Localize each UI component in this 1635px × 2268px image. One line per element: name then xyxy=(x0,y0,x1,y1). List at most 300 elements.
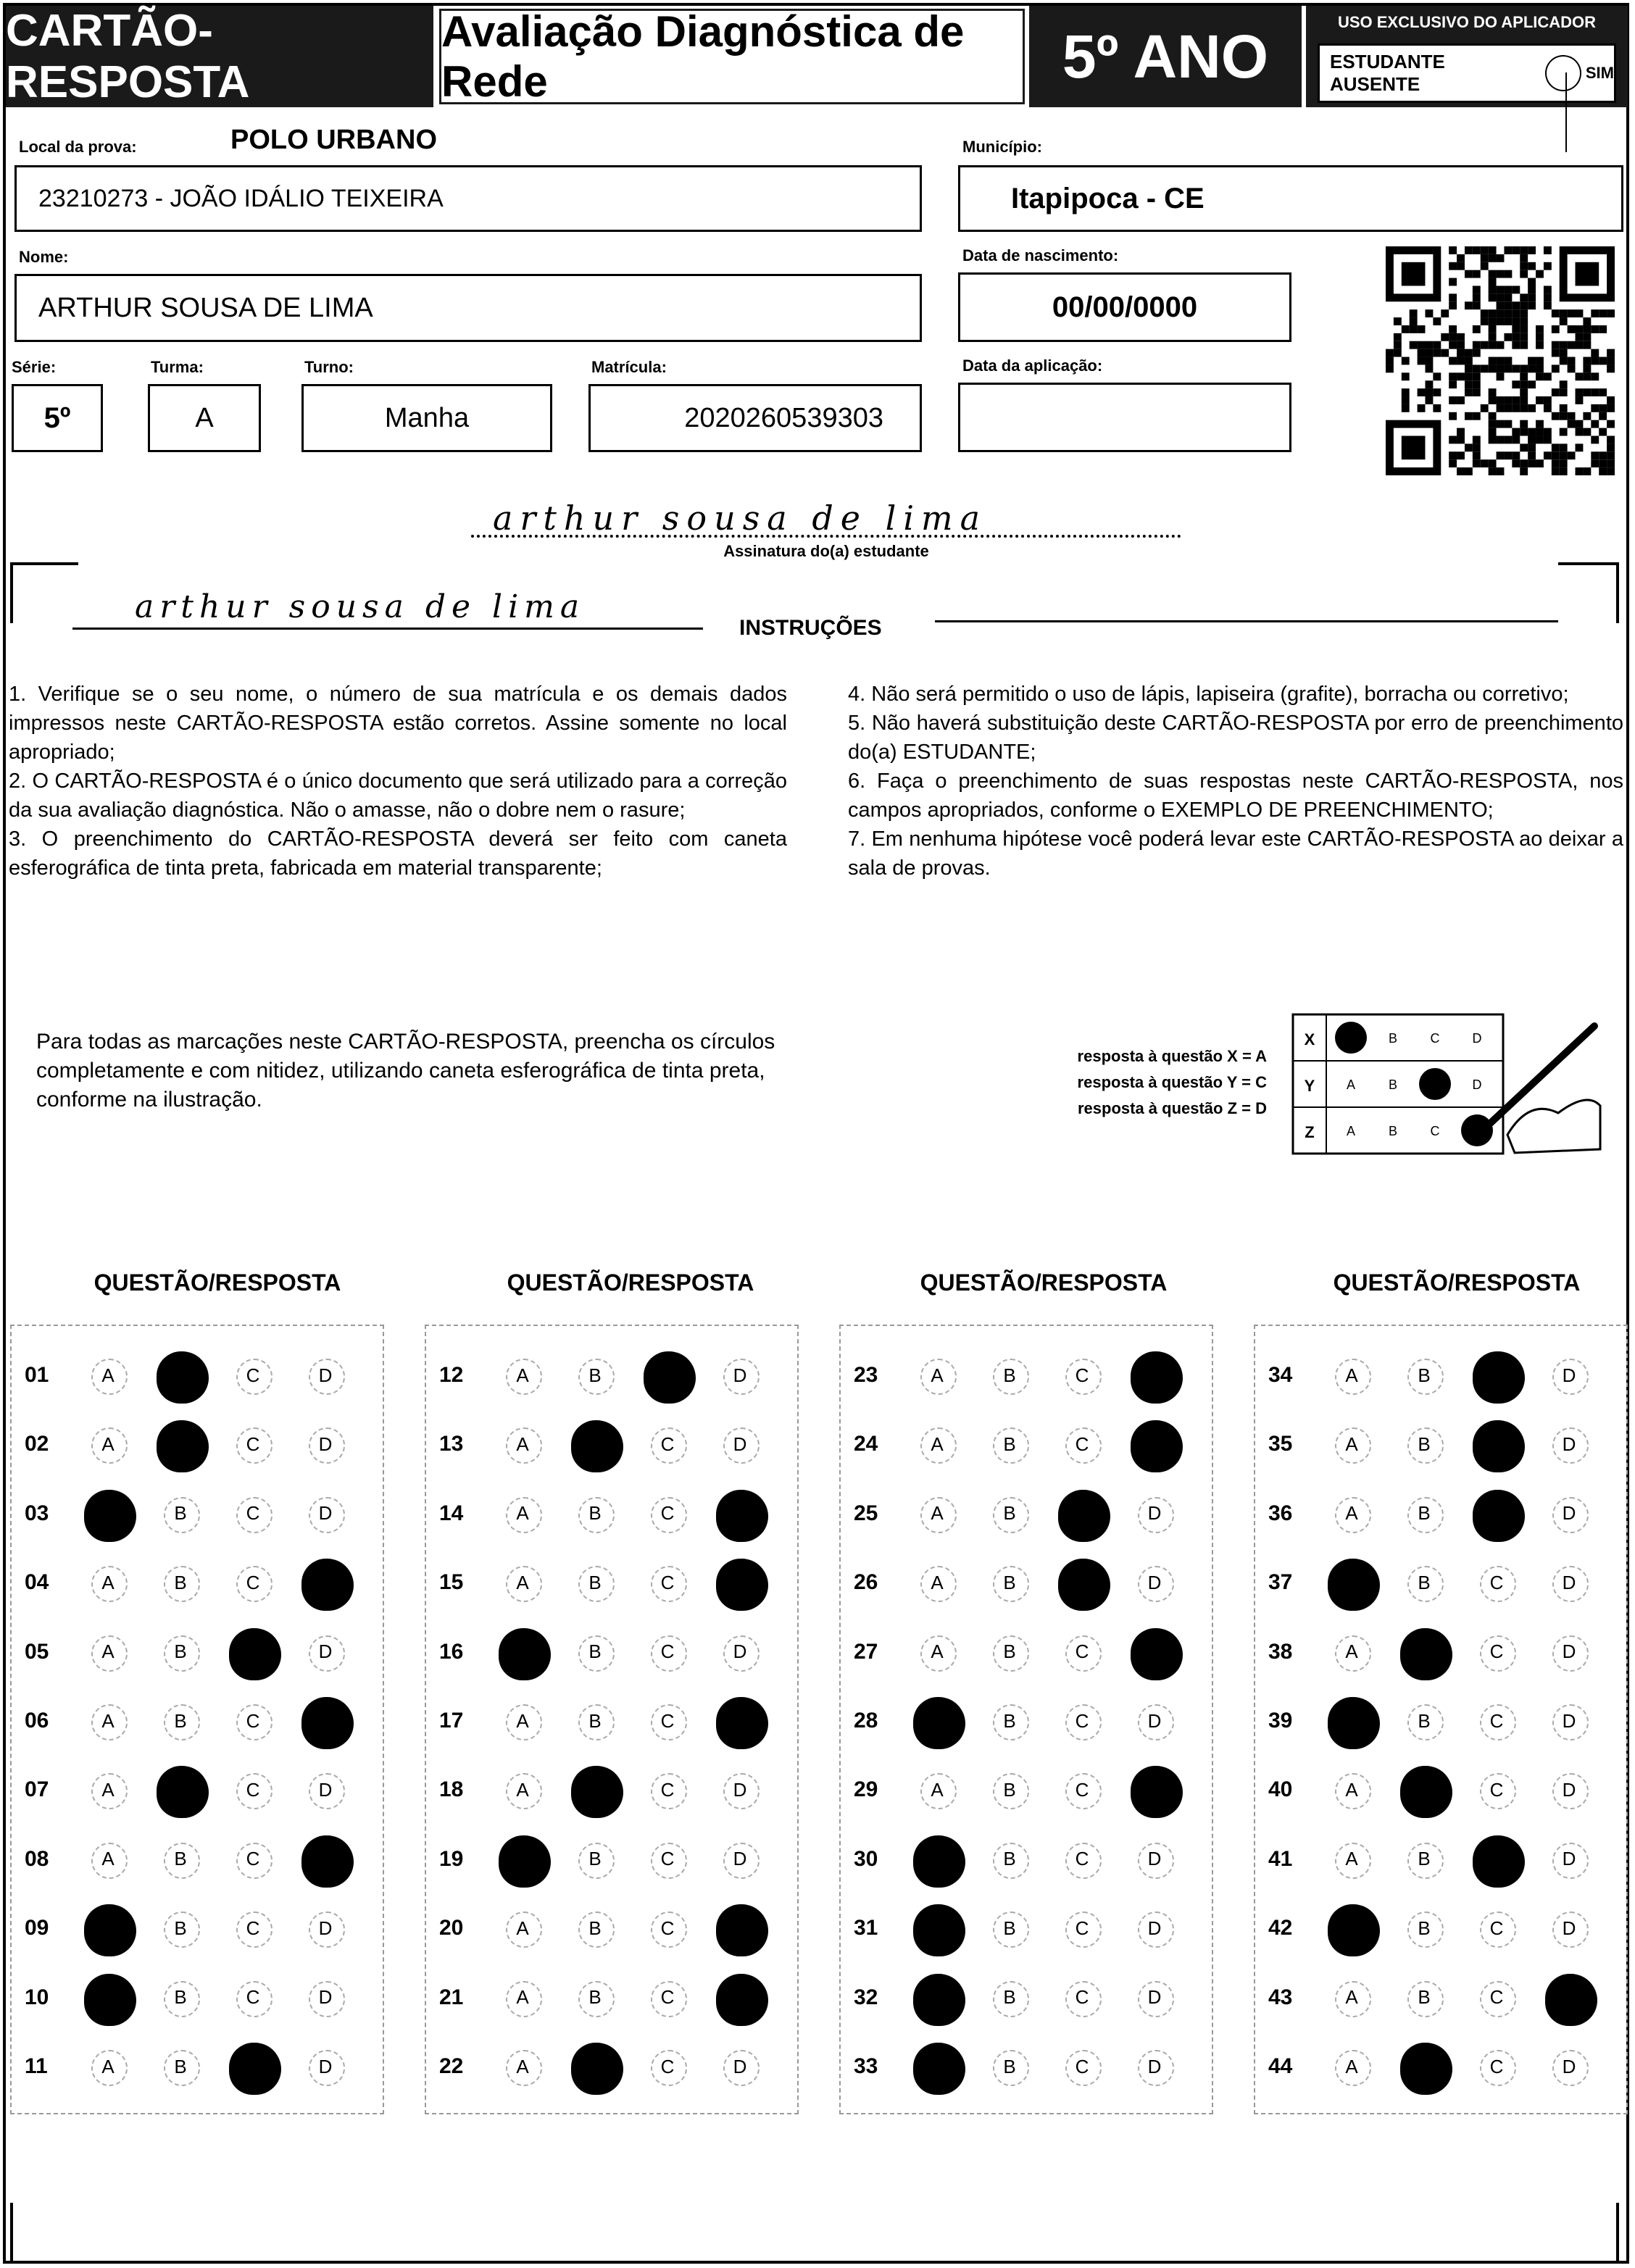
answer-bubble-b[interactable]: B xyxy=(570,1627,620,1677)
answer-bubble-a[interactable] xyxy=(497,1627,548,1677)
answer-bubble-d[interactable]: D xyxy=(715,1764,765,1815)
answer-bubble-b[interactable]: B xyxy=(984,1488,1035,1539)
answer-bubble-c[interactable]: C xyxy=(228,1350,278,1401)
answer-bubble-d[interactable]: D xyxy=(1544,1627,1594,1677)
turma-label: Turma: xyxy=(151,358,204,376)
example-text: Para todas as marcações neste CARTÃO-RESPOSTA, preencha os círculos completamente e com nitidez, utilizando caneta esferográfica de tinta preta, conforme na ilustração. xyxy=(36,1030,775,1112)
answer-bubble-b[interactable]: B xyxy=(570,1696,620,1746)
question-row xyxy=(839,1976,1202,2019)
answer-bubble-a[interactable]: A xyxy=(83,1627,133,1677)
question-row xyxy=(10,1699,373,1743)
matricula-field xyxy=(588,384,922,452)
answer-bubble-a[interactable]: A xyxy=(912,1627,962,1677)
answer-bubble-a[interactable]: A xyxy=(497,1350,548,1401)
question-row xyxy=(425,1630,787,1674)
question-number: 36 xyxy=(1268,1501,1293,1525)
turno-field xyxy=(301,384,552,452)
answer-bubble-d[interactable]: D xyxy=(715,2041,765,2092)
exam-title: Avaliação Diagnóstica de Rede xyxy=(439,9,1025,104)
answer-bubble-b[interactable]: B xyxy=(984,1903,1035,1954)
answer-bubble-a[interactable]: A xyxy=(83,1764,133,1815)
answer-bubble-c[interactable]: C xyxy=(228,1764,278,1815)
question-number: 20 xyxy=(439,1916,464,1940)
question-number: 40 xyxy=(1268,1777,1293,1802)
answer-bubble-d[interactable]: D xyxy=(300,1419,351,1469)
signature-caption: Assinatura do(a) estudante xyxy=(723,542,929,560)
question-number: 07 xyxy=(25,1777,49,1802)
answer-bubble-b[interactable]: B xyxy=(1399,1488,1449,1539)
answer-bubble-d[interactable]: D xyxy=(1544,1903,1594,1954)
answer-bubble-b[interactable] xyxy=(1399,1627,1449,1677)
corner-mark-tr xyxy=(1558,562,1619,623)
answer-bubble-c[interactable]: C xyxy=(228,1419,278,1469)
question-row xyxy=(425,1976,787,2019)
question-row xyxy=(425,1768,787,1812)
answer-bubble-d[interactable] xyxy=(715,1557,765,1608)
question-number: 08 xyxy=(25,1846,49,1871)
answer-bubble-c[interactable]: C xyxy=(228,1696,278,1746)
answer-bubble-a[interactable] xyxy=(912,2041,962,2092)
answer-bubble-c[interactable]: C xyxy=(642,1419,693,1469)
answer-bubble-d[interactable]: D xyxy=(1544,1834,1594,1885)
answer-bubble-d[interactable]: D xyxy=(715,1834,765,1885)
answer-bubble-a[interactable]: A xyxy=(1326,1972,1377,2023)
turno-label: Turno: xyxy=(304,358,354,376)
answer-bubble-b[interactable] xyxy=(1399,1764,1449,1815)
answer-bubble-d[interactable]: D xyxy=(1129,1488,1180,1539)
answer-bubble-c[interactable]: C xyxy=(642,1488,693,1539)
answer-bubble-a[interactable]: A xyxy=(1326,1764,1377,1815)
answer-bubble-d[interactable] xyxy=(300,1696,351,1746)
answer-bubble-b[interactable]: B xyxy=(1399,1834,1449,1885)
turma-field xyxy=(148,384,261,452)
question-number: 12 xyxy=(439,1363,464,1387)
answer-bubble-b[interactable]: B xyxy=(155,1834,206,1885)
answer-bubble-b[interactable]: B xyxy=(570,1350,620,1401)
question-row xyxy=(1254,1699,1616,1743)
answer-bubble-d[interactable]: D xyxy=(300,1350,351,1401)
answer-bubble-b[interactable]: B xyxy=(570,1488,620,1539)
answer-bubble-d[interactable]: D xyxy=(715,1419,765,1469)
answer-bubble-d[interactable]: D xyxy=(1129,1834,1180,1885)
answer-bubble-c[interactable]: C xyxy=(642,1903,693,1954)
answer-bubble-b[interactable]: B xyxy=(1399,1696,1449,1746)
answer-bubble-b[interactable]: B xyxy=(155,1972,206,2023)
question-row xyxy=(10,1354,373,1397)
answer-bubble-b[interactable]: B xyxy=(1399,1557,1449,1608)
answer-bubble-c[interactable]: C xyxy=(642,1627,693,1677)
answer-bubble-c[interactable]: C xyxy=(642,2041,693,2092)
answer-bubble-b[interactable]: B xyxy=(984,1419,1035,1469)
answer-bubble-a[interactable] xyxy=(497,1834,548,1885)
answer-bubble-c[interactable] xyxy=(228,1627,278,1677)
question-row xyxy=(1254,1492,1616,1535)
question-row xyxy=(839,1422,1202,1466)
corner-mark-br xyxy=(1558,2203,1619,2264)
answer-bubble-b[interactable]: B xyxy=(984,1696,1035,1746)
answer-bubble-c[interactable]: C xyxy=(1471,2041,1522,2092)
answer-bubble-b[interactable] xyxy=(570,2041,620,2092)
answer-bubble-d[interactable]: D xyxy=(300,1972,351,2023)
answer-bubble-b[interactable] xyxy=(155,1350,206,1401)
answer-bubble-d[interactable]: D xyxy=(300,1764,351,1815)
answer-bubble-d[interactable]: D xyxy=(715,1627,765,1677)
answer-bubble-a[interactable]: A xyxy=(912,1350,962,1401)
answer-bubble-a[interactable] xyxy=(912,1903,962,1954)
example-option: B xyxy=(1388,1077,1398,1092)
answer-bubble-a[interactable]: A xyxy=(912,1419,962,1469)
grade-banner: 5º ANO xyxy=(1029,6,1302,107)
answer-bubble-d[interactable] xyxy=(1129,1350,1180,1401)
question-number: 17 xyxy=(439,1709,464,1733)
question-row xyxy=(425,1492,787,1535)
answer-bubble-c[interactable]: C xyxy=(1471,1557,1522,1608)
answer-bubble-a[interactable]: A xyxy=(1326,1488,1377,1539)
answer-bubble-d[interactable]: D xyxy=(1129,2041,1180,2092)
turma-value: A xyxy=(195,402,214,433)
question-number: 14 xyxy=(439,1501,464,1525)
section-title: QUESTÃO/RESPOSTA xyxy=(507,1270,754,1296)
answer-bubble-b[interactable]: B xyxy=(570,1557,620,1608)
answer-bubble-c[interactable]: C xyxy=(642,1696,693,1746)
answer-bubble-a[interactable]: A xyxy=(497,1557,548,1608)
instructions-right xyxy=(848,680,1623,883)
answer-bubble-a[interactable] xyxy=(1326,1903,1377,1954)
answer-bubble-c[interactable]: C xyxy=(642,1557,693,1608)
answer-bubble-b[interactable] xyxy=(1399,2041,1449,2092)
answer-bubble-d[interactable]: D xyxy=(1544,2041,1594,2092)
example-row-label: X xyxy=(1304,1030,1315,1048)
serie-value: 5º xyxy=(43,401,71,434)
answer-bubble-b[interactable]: B xyxy=(1399,1419,1449,1469)
question-row xyxy=(839,1354,1202,1397)
answer-bubble-a[interactable] xyxy=(83,1972,133,2023)
example-option: C xyxy=(1430,1031,1440,1046)
answer-bubble-c[interactable]: C xyxy=(1057,1764,1107,1815)
answer-bubble-b[interactable]: B xyxy=(1399,1903,1449,1954)
example-row-label: Z xyxy=(1305,1123,1315,1141)
applicator-title: USO EXCLUSIVO DO APLICADOR xyxy=(1337,13,1597,31)
question-row xyxy=(839,1699,1202,1743)
municipio-value: Itapipoca - CE xyxy=(1011,182,1205,214)
question-row xyxy=(839,1906,1202,1950)
question-number: 32 xyxy=(854,1985,878,2009)
answer-bubble-c[interactable]: C xyxy=(228,1488,278,1539)
answer-bubble-c[interactable]: C xyxy=(642,1834,693,1885)
answer-bubble-d[interactable]: D xyxy=(1544,1488,1594,1539)
answer-bubble-c[interactable]: C xyxy=(228,1834,278,1885)
answer-bubble-b[interactable]: B xyxy=(570,1972,620,2023)
question-row xyxy=(839,1492,1202,1535)
instruction-4: 4. Não será permitido o uso de lápis, lapiseira (grafite), borracha ou corretivo; xyxy=(848,683,1569,706)
answer-bubble-a[interactable]: A xyxy=(1326,1350,1377,1401)
absent-label: ESTUDANTE AUSENTE xyxy=(1330,51,1445,95)
example-captions xyxy=(1028,1043,1267,1122)
answer-bubble-d[interactable]: D xyxy=(1129,1972,1180,2023)
answer-bubble-a[interactable]: A xyxy=(1326,2041,1377,2092)
answer-bubble-d[interactable] xyxy=(715,1972,765,2023)
answer-bubble-b[interactable] xyxy=(155,1419,206,1469)
answer-bubble-a[interactable]: A xyxy=(1326,1834,1377,1885)
nascimento-field xyxy=(958,272,1291,342)
instructions-rule-right xyxy=(935,620,1558,622)
answer-bubble-b[interactable]: B xyxy=(155,1627,206,1677)
section-title: QUESTÃO/RESPOSTA xyxy=(93,1270,341,1296)
answer-bubble-d[interactable]: D xyxy=(1544,1764,1594,1815)
answer-bubble-d[interactable] xyxy=(1129,1419,1180,1469)
answer-bubble-d[interactable]: D xyxy=(300,1488,351,1539)
question-row xyxy=(839,1768,1202,1812)
question-row xyxy=(425,1422,787,1466)
answer-bubble-c[interactable]: C xyxy=(642,1764,693,1815)
answer-bubble-a[interactable]: A xyxy=(912,1764,962,1815)
question-number: 27 xyxy=(854,1639,878,1664)
answer-bubble-c[interactable]: C xyxy=(1471,1696,1522,1746)
question-row xyxy=(1254,2045,1616,2088)
question-number: 04 xyxy=(25,1570,49,1595)
answer-bubble-c[interactable] xyxy=(1057,1557,1107,1608)
question-number: 23 xyxy=(854,1363,878,1387)
question-row xyxy=(1254,1422,1616,1466)
answer-bubble-c[interactable]: C xyxy=(1057,1903,1107,1954)
question-row xyxy=(1254,1354,1616,1397)
local-value: POLO URBANO xyxy=(230,125,437,155)
answer-bubble-d[interactable] xyxy=(715,1903,765,1954)
answer-bubble-b[interactable] xyxy=(155,1764,206,1815)
answer-bubble-b[interactable] xyxy=(570,1764,620,1815)
answer-bubble-a[interactable]: A xyxy=(497,1972,548,2023)
answer-bubble-d[interactable]: D xyxy=(300,1903,351,1954)
answer-bubble-b[interactable]: B xyxy=(984,1350,1035,1401)
municipio-label: Município: xyxy=(962,138,1042,156)
question-number: 15 xyxy=(439,1570,464,1595)
instruction-6: 6. Faça o preenchimento de suas respostas neste CARTÃO-RESPOSTA, nos campos apropriados, conforme o EXEMPLO DE PREENCHIMENTO; xyxy=(848,770,1623,822)
answer-bubble-a[interactable]: A xyxy=(912,1557,962,1608)
answer-bubble-b[interactable]: B xyxy=(1399,1350,1449,1401)
answer-bubble-b[interactable]: B xyxy=(984,1834,1035,1885)
question-number: 43 xyxy=(1268,1985,1293,2009)
question-number: 19 xyxy=(439,1846,464,1871)
answer-bubble-a[interactable]: A xyxy=(83,1419,133,1469)
answer-bubble-d[interactable] xyxy=(715,1488,765,1539)
answer-bubble-d[interactable]: D xyxy=(1544,1350,1594,1401)
nome-field xyxy=(14,274,922,342)
question-row xyxy=(1254,1976,1616,2019)
question-row xyxy=(425,2045,787,2088)
answer-bubble-b[interactable]: B xyxy=(984,1627,1035,1677)
example-option: A xyxy=(1346,1124,1356,1138)
instructions-title: INSTRUÇÕES xyxy=(739,616,882,640)
answer-bubble-a[interactable]: A xyxy=(912,1488,962,1539)
answer-bubble-c[interactable] xyxy=(642,1350,693,1401)
question-row xyxy=(425,1561,787,1604)
answer-bubble-d[interactable]: D xyxy=(1544,1557,1594,1608)
answer-bubble-c[interactable] xyxy=(228,2041,278,2092)
corner-mark-bl xyxy=(10,2203,78,2264)
answer-bubble-c[interactable]: C xyxy=(228,1903,278,1954)
nascimento-label: Data de nascimento: xyxy=(962,246,1119,264)
matricula-value: 2020260539303 xyxy=(684,402,883,433)
section-title: QUESTÃO/RESPOSTA xyxy=(920,1270,1168,1296)
signature-repeat: arthur sousa de lima xyxy=(135,588,586,625)
answer-bubble-a[interactable]: A xyxy=(83,2041,133,2092)
question-number: 03 xyxy=(25,1501,49,1525)
example-row-label: Y xyxy=(1304,1077,1315,1095)
question-row xyxy=(10,1561,373,1604)
answer-bubble-d[interactable]: D xyxy=(715,1350,765,1401)
instructions-rule-left xyxy=(72,628,703,630)
answer-bubble-d[interactable] xyxy=(1129,1764,1180,1815)
question-row xyxy=(10,1492,373,1535)
answer-bubble-b[interactable]: B xyxy=(155,1557,206,1608)
question-number: 41 xyxy=(1268,1846,1293,1871)
question-number: 42 xyxy=(1268,1916,1293,1940)
answer-bubble-c[interactable]: C xyxy=(228,1557,278,1608)
absent-field[interactable] xyxy=(1318,43,1616,103)
answer-bubble-a[interactable]: A xyxy=(83,1350,133,1401)
question-number: 18 xyxy=(439,1777,464,1802)
question-number: 22 xyxy=(439,2054,464,2078)
answer-bubble-b[interactable] xyxy=(570,1419,620,1469)
answer-bubble-b[interactable]: B xyxy=(155,2041,206,2092)
question-number: 21 xyxy=(439,1985,464,2009)
question-row xyxy=(839,1630,1202,1674)
answer-bubble-b[interactable]: B xyxy=(984,2041,1035,2092)
answer-bubble-b[interactable]: B xyxy=(155,1696,206,1746)
answer-bubble-a[interactable]: A xyxy=(1326,1419,1377,1469)
answer-bubble-b[interactable]: B xyxy=(570,1903,620,1954)
answer-bubble-d[interactable] xyxy=(300,1557,351,1608)
answer-bubble-a[interactable]: A xyxy=(83,1834,133,1885)
answer-bubble-a[interactable]: A xyxy=(497,1696,548,1746)
answer-bubble-d[interactable]: D xyxy=(1544,1696,1594,1746)
answer-bubble-c[interactable]: C xyxy=(642,1972,693,2023)
local-label: Local da prova: xyxy=(19,138,137,156)
answer-bubble-a[interactable]: A xyxy=(1326,1627,1377,1677)
question-row xyxy=(10,1422,373,1466)
answer-bubble-c[interactable]: C xyxy=(1057,1972,1107,2023)
question-number: 24 xyxy=(854,1432,878,1456)
qr-code xyxy=(1386,246,1615,475)
question-number: 28 xyxy=(854,1709,878,1733)
answer-bubble-a[interactable] xyxy=(912,1834,962,1885)
answer-bubble-a[interactable] xyxy=(1326,1557,1377,1608)
answer-bubble-c[interactable]: C xyxy=(228,1972,278,2023)
question-number: 25 xyxy=(854,1501,878,1525)
instruction-7: 7. Em nenhuma hipótese você poderá levar este CARTÃO-RESPOSTA ao deixar a sala de provas. xyxy=(848,827,1623,880)
answer-bubble-a[interactable]: A xyxy=(497,2041,548,2092)
answer-bubble-d[interactable]: D xyxy=(300,1627,351,1677)
question-row xyxy=(1254,1561,1616,1604)
answer-bubble-c[interactable]: C xyxy=(1057,1350,1107,1401)
answer-bubble-b[interactable]: B xyxy=(155,1903,206,1954)
serie-field xyxy=(12,384,103,452)
answer-bubble-c[interactable] xyxy=(1471,1834,1522,1885)
hand-illustration xyxy=(1507,1100,1600,1153)
answer-bubble-a[interactable] xyxy=(83,1488,133,1539)
example-illustration xyxy=(1290,1012,1602,1156)
aplicacao-label: Data da aplicação: xyxy=(962,357,1103,375)
answer-bubble-b[interactable]: B xyxy=(984,1764,1035,1815)
question-row xyxy=(425,1906,787,1950)
answer-bubble-d[interactable] xyxy=(715,1696,765,1746)
answer-bubble-c[interactable]: C xyxy=(1057,1419,1107,1469)
instruction-2: 2. O CARTÃO-RESPOSTA é o único documento que será utilizado para a correção da sua avaliação diagnóstica. Não o amasse, não o dobre nem o rasure; xyxy=(9,770,787,822)
answer-bubble-c[interactable] xyxy=(1057,1488,1107,1539)
answer-bubble-b[interactable]: B xyxy=(984,1972,1035,2023)
answer-bubble-c[interactable]: C xyxy=(1057,1834,1107,1885)
answer-bubble-d[interactable] xyxy=(1544,1972,1594,2023)
question-row xyxy=(425,1838,787,1881)
answer-bubble-b[interactable]: B xyxy=(570,1834,620,1885)
answer-bubble-a[interactable]: A xyxy=(83,1557,133,1608)
corner-mark-tl xyxy=(10,562,78,623)
answer-bubble-d[interactable]: D xyxy=(1544,1419,1594,1469)
absent-bubble[interactable] xyxy=(1545,55,1581,91)
answer-bubble-a[interactable]: A xyxy=(497,1488,548,1539)
answer-bubble-a[interactable] xyxy=(912,1972,962,2023)
answer-bubble-d[interactable]: D xyxy=(1129,1696,1180,1746)
answer-bubble-c[interactable]: C xyxy=(1471,1627,1522,1677)
example-option: D xyxy=(1472,1077,1482,1092)
answer-bubble-c[interactable]: C xyxy=(1471,1972,1522,2023)
question-row xyxy=(10,1976,373,2019)
answer-bubble-c[interactable]: C xyxy=(1057,1696,1107,1746)
question-row xyxy=(1254,1630,1616,1674)
answer-bubble-d[interactable]: D xyxy=(1129,1903,1180,1954)
example-option: C xyxy=(1430,1124,1440,1138)
signature-line xyxy=(471,535,1181,538)
answer-bubble-b[interactable]: B xyxy=(155,1488,206,1539)
question-row xyxy=(10,1906,373,1950)
turno-value: Manha xyxy=(384,402,470,433)
answer-bubble-a[interactable]: A xyxy=(497,1419,548,1469)
question-number: 31 xyxy=(854,1916,878,1940)
answer-bubble-a[interactable] xyxy=(912,1696,962,1746)
answer-bubble-a[interactable]: A xyxy=(497,1903,548,1954)
answer-bubble-b[interactable]: B xyxy=(1399,1972,1449,2023)
answer-bubble-c[interactable]: C xyxy=(1057,1627,1107,1677)
answer-bubble-c[interactable] xyxy=(1471,1488,1522,1539)
question-row xyxy=(425,1354,787,1397)
answer-bubble-c[interactable] xyxy=(1471,1419,1522,1469)
answer-bubble-c[interactable]: C xyxy=(1057,2041,1107,2092)
answer-bubble-c[interactable] xyxy=(1471,1350,1522,1401)
answer-bubble-a[interactable]: A xyxy=(497,1764,548,1815)
aplicacao-field[interactable] xyxy=(958,383,1291,452)
answer-bubble-d[interactable]: D xyxy=(300,2041,351,2092)
answer-bubble-c[interactable]: C xyxy=(1471,1903,1522,1954)
question-row xyxy=(10,1630,373,1674)
answer-bubble-a[interactable] xyxy=(1326,1696,1377,1746)
instruction-3: 3. O preenchimento do CARTÃO-RESPOSTA deverá ser feito com caneta esferográfica de tinta preta, fabricada em material transparente; xyxy=(9,827,787,880)
answer-bubble-d[interactable]: D xyxy=(1129,1557,1180,1608)
question-number: 37 xyxy=(1268,1570,1293,1595)
nascimento-value: 00/00/0000 xyxy=(1052,291,1198,323)
example-caption-y: resposta à questão Y = C xyxy=(1077,1073,1267,1091)
question-row xyxy=(1254,1906,1616,1950)
answer-bubble-c[interactable]: C xyxy=(1471,1764,1522,1815)
absent-option: SIM xyxy=(1585,64,1614,82)
answer-bubble-d[interactable] xyxy=(1129,1627,1180,1677)
answer-bubble-a[interactable] xyxy=(83,1903,133,1954)
question-row xyxy=(1254,1838,1616,1881)
example-filled-bubble xyxy=(1419,1068,1451,1100)
answer-bubble-a[interactable]: A xyxy=(83,1696,133,1746)
answer-bubble-d[interactable] xyxy=(300,1834,351,1885)
question-row xyxy=(425,1699,787,1743)
answer-bubble-b[interactable]: B xyxy=(984,1557,1035,1608)
